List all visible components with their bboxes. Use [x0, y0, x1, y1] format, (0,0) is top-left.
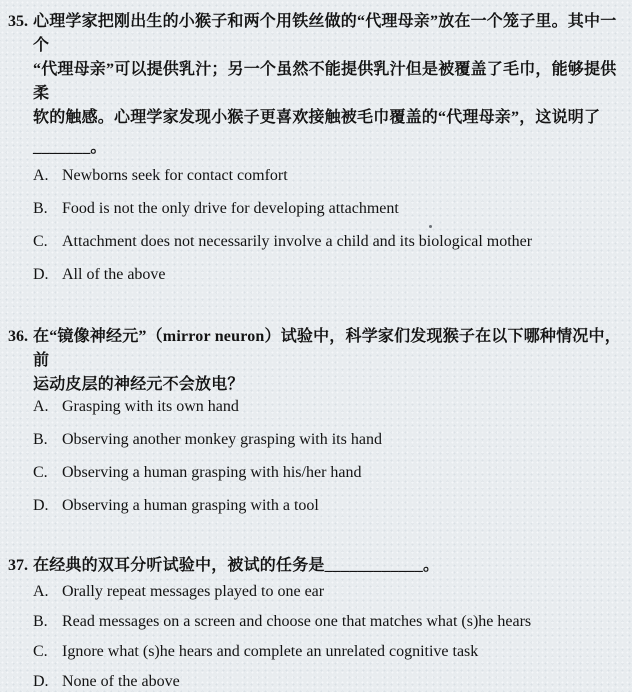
- question-head: [8, 10, 626, 160]
- option-label: A.: [33, 167, 49, 184]
- option-label: B.: [33, 431, 48, 448]
- answer-option: [33, 582, 626, 602]
- option-text: Food is not the only drive for developing attachment: [62, 200, 399, 217]
- question-block-35: [8, 10, 626, 285]
- option-label: D.: [33, 497, 49, 514]
- option-label: B.: [33, 613, 48, 630]
- option-label: A.: [33, 583, 49, 600]
- option-text: Observing a human grasping with his/her hand: [62, 464, 362, 481]
- options-list: [8, 582, 626, 692]
- option-label: D.: [33, 266, 49, 283]
- question-number: 35.: [8, 13, 28, 30]
- option-text: Observing another monkey grasping with its hand: [62, 431, 382, 448]
- option-text: Orally repeat messages played to one ear: [62, 583, 325, 600]
- answer-option: [33, 672, 626, 692]
- question-block-37: [8, 554, 626, 692]
- option-label: B.: [33, 200, 48, 217]
- answer-option: [33, 265, 626, 285]
- option-label: C.: [33, 464, 48, 481]
- question-stem: [33, 10, 626, 160]
- question-head: [8, 325, 626, 397]
- answer-option: [33, 642, 626, 662]
- option-label: C.: [33, 233, 48, 250]
- option-text: Ignore what (s)he hears and complete an unrelated cognitive task: [62, 643, 479, 660]
- answer-option: [33, 463, 626, 483]
- question-number: 37.: [8, 557, 28, 574]
- question-head: [8, 554, 626, 578]
- option-text: None of the above: [62, 673, 180, 690]
- answer-option: [33, 397, 626, 417]
- option-text: All of the above: [62, 266, 166, 283]
- question-stem-blank-line: _______。: [33, 139, 107, 156]
- option-label: A.: [33, 398, 49, 415]
- answer-option: [33, 430, 626, 450]
- question-stem-line: 心理学家把刚出生的小猴子和两个用铁丝做的“代理母亲”放在一个笼子里。其中一个: [33, 13, 617, 54]
- option-text: Grasping with its own hand: [62, 398, 239, 415]
- answer-option: [33, 612, 626, 632]
- scan-artifact-dot: [429, 225, 432, 228]
- question-stem-line: “代理母亲”可以提供乳汁；另一个虽然不能提供乳汁但是被覆盖了毛巾，能够提供柔: [33, 61, 617, 102]
- question-number: 36.: [8, 328, 28, 345]
- question-stem: [33, 325, 626, 397]
- question-stem: [33, 554, 626, 578]
- option-label: D.: [33, 673, 49, 690]
- option-text: Observing a human grasping with a tool: [62, 497, 319, 514]
- option-label: C.: [33, 643, 48, 660]
- option-text: Attachment does not necessarily involve a child and its biological mother: [62, 233, 533, 250]
- answer-option: [33, 232, 626, 252]
- answer-option: [33, 166, 626, 186]
- answer-option: [33, 199, 626, 219]
- question-stem-line: 在“镜像神经元”（mirror neuron）试验中，科学家们发现猴子在以下哪种情况中，前: [33, 328, 621, 369]
- question-stem-line: 运动皮层的神经元不会放电？: [33, 376, 244, 393]
- question-stem-line: 在经典的双耳分听试验中，被试的任务是____________。: [33, 557, 440, 574]
- option-text: Newborns seek for contact comfort: [62, 167, 288, 184]
- options-list: [8, 166, 626, 285]
- question-block-36: [8, 325, 626, 516]
- question-stem-line: 软的触感。心理学家发现小猴子更喜欢接触被毛巾覆盖的“代理母亲”，这说明了: [33, 109, 601, 126]
- answer-option: [33, 496, 626, 516]
- options-list: [8, 397, 626, 516]
- option-text: Read messages on a screen and choose one that matches what (s)he hears: [62, 613, 532, 630]
